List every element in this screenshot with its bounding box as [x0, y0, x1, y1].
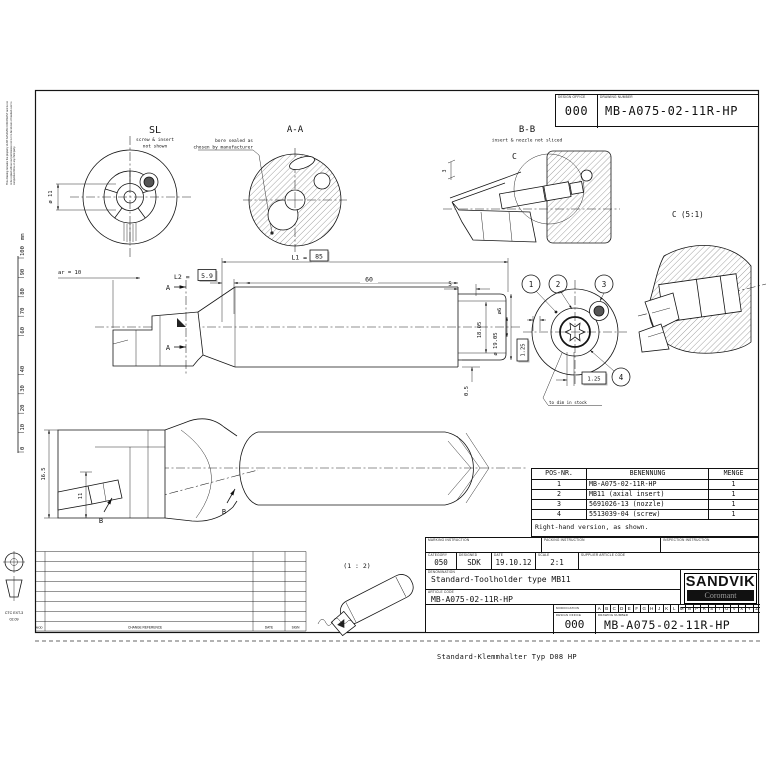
designed-cell — [457, 553, 492, 570]
section-a-label: A — [165, 344, 171, 352]
inspection-instruction-label: INSPECTION INSTRUCTION — [663, 538, 710, 542]
modification-letter: B — [603, 605, 611, 612]
parts-header-qty: MENGE — [723, 469, 744, 477]
modification-label: MODIFICATION — [556, 606, 580, 610]
margin-ruler — [18, 233, 26, 453]
view-c-detail — [638, 210, 766, 353]
date-value: 19.10.12 — [495, 557, 532, 567]
dim-dia1905: ø 19.05 — [493, 332, 499, 356]
view-aa-title: A-A — [286, 125, 304, 135]
marking-instruction-label: MARKING INSTRUCTION — [428, 538, 470, 542]
parts-cell: MB11 (axial insert) — [587, 490, 709, 499]
modification-letter: V — [730, 605, 738, 612]
ruler-label: 100 — [20, 246, 26, 256]
parts-note: Right-hand version, as shown. — [535, 523, 649, 531]
logo-brand-text: SANDVIK — [685, 574, 756, 590]
dim-1805: 18.05 — [477, 321, 483, 339]
designed-value: SDK — [467, 557, 481, 567]
balloon-3: 3 — [601, 279, 607, 289]
change-table-sign-label: SIGN — [291, 625, 300, 630]
ruler-label: 70 — [20, 307, 26, 315]
ruler-label: 80 — [20, 288, 26, 295]
dim-125-horizontal: 1.25 — [587, 376, 601, 383]
design-office-cell-bottom — [554, 613, 596, 634]
drawing-number-value: MB-A075-02-11R-HP — [604, 618, 731, 633]
scale-value: 2:1 — [550, 557, 564, 567]
projection-note: 02.09 — [9, 617, 19, 622]
parts-row — [532, 480, 758, 490]
modification-letter: P — [693, 605, 701, 612]
modification-letter: J — [655, 605, 663, 612]
drawing-number-label: DRAWING NUMBER — [598, 613, 628, 617]
modification-letter: S — [708, 605, 716, 612]
ruler-label: 20 — [20, 404, 26, 412]
article-code-label: ARTICLE CODE — [428, 590, 454, 594]
projection-note: CTC EXT-3 — [4, 611, 24, 615]
dim-5: 5 — [448, 281, 452, 288]
view-sl-title: SL — [148, 125, 162, 136]
iso-scale-label: (1 : 2) — [343, 562, 371, 570]
modification-label-cell — [554, 604, 596, 613]
modification-letter: E — [625, 605, 633, 612]
view-bb-note: insert & nozzle not sliced — [491, 138, 563, 144]
marking-instruction-cell — [426, 538, 542, 553]
modification-letter: R — [700, 605, 708, 612]
ruler-label: 40 — [20, 365, 26, 373]
design-office-cell — [556, 95, 598, 128]
modification-letter: D — [618, 605, 626, 612]
date-label: DATE — [494, 553, 504, 557]
dim-l1-label: L1 = — [291, 253, 307, 262]
inspection-instruction-cell — [661, 538, 760, 553]
parts-row — [532, 500, 758, 510]
ruler-label: 0 — [20, 446, 26, 450]
modification-letter: A — [597, 606, 601, 611]
view-bb — [442, 125, 620, 243]
drawing-number-cell-bottom — [596, 613, 760, 634]
parts-cell: 5691026-13 (nozzle) — [587, 500, 709, 509]
denomination-cell — [426, 570, 681, 590]
view-aa-note: bore sealed as — [215, 139, 253, 144]
modification-letter: U — [723, 605, 731, 612]
supplier-article-code-label: SUPPLIER ARTICLE CODE — [581, 553, 626, 557]
section-b-label: B — [98, 517, 104, 525]
parts-cell: 1 — [731, 490, 736, 498]
modification-letter: Y — [745, 605, 753, 612]
balloon-4: 4 — [618, 372, 624, 382]
design-office-label: DESIGN OFFICE — [556, 613, 582, 617]
view-main — [58, 250, 520, 396]
packing-instruction-label: PACKING INSTRUCTION — [544, 538, 585, 542]
title-block — [425, 537, 759, 633]
section-b-label: B — [221, 508, 227, 516]
change-table-change-label: CHANGE REFERENCE — [128, 625, 163, 630]
parts-cell: 2 — [532, 490, 587, 499]
modification-letter: H — [648, 605, 656, 612]
bb-dim: 3 — [442, 169, 448, 173]
modification-letter: F — [633, 605, 641, 612]
scale-label: SCALE — [538, 553, 550, 557]
balloon-2: 2 — [555, 279, 561, 289]
parts-cell: 1 — [731, 480, 736, 488]
view-sl-note: screw & insert — [136, 138, 174, 143]
change-table-date-label: DATE — [264, 625, 274, 630]
ownership-disclaimer: This drawing remains the property of AB SANDVIK COROMANT and is not to be copied without our permission nor is it to be shown or handed over to competitive firms or any third party. — [6, 100, 17, 185]
ruler-label: 30 — [20, 385, 26, 392]
dim-dia6: ø6 — [497, 307, 503, 315]
parts-cell: 4 — [532, 510, 587, 519]
projection-symbols — [3, 551, 25, 622]
dim-125-vertical: 1.25 — [520, 343, 527, 357]
parts-cell: MB-A075-02-11R-HP — [587, 480, 709, 489]
sheet-caption: Standard-Klemmhalter Typ D08 HP — [437, 653, 577, 661]
modification-letter: K — [663, 605, 671, 612]
view-iso — [318, 562, 419, 637]
ruler-label: 90 — [20, 268, 26, 276]
supplier-article-code-cell — [579, 553, 760, 570]
design-office-value: 000 — [564, 103, 589, 118]
empty-cell — [426, 604, 554, 634]
category-value: 050 — [434, 557, 448, 567]
parts-cell: 1 — [731, 510, 736, 518]
category-label: CATEGORY — [428, 553, 448, 557]
ruler-unit: mm — [20, 233, 26, 240]
ruler-label: 60 — [20, 326, 26, 334]
modification-letter: G — [640, 605, 648, 612]
detail-c-title: C (5:1) — [672, 210, 704, 219]
dim-ar: ar = 10 — [58, 270, 82, 276]
parts-row — [532, 510, 758, 520]
ruler-label: 10 — [20, 423, 26, 431]
modification-letter-row — [596, 604, 760, 613]
view-aa — [193, 125, 347, 252]
change-table — [35, 552, 306, 632]
parts-list — [531, 468, 759, 537]
parts-header-row — [532, 469, 758, 480]
balloon-1: 1 — [528, 279, 534, 289]
stock-note: to dim in stock — [549, 400, 587, 405]
category-cell — [426, 553, 457, 570]
parts-cell: 5513039-04 (screw) — [587, 510, 709, 519]
dim-165: 16.5 — [41, 467, 47, 481]
dim-l1-value: 85 — [315, 252, 323, 261]
sandvik-logo — [684, 573, 757, 604]
modification-letter: M — [678, 605, 686, 612]
dim-l2-value: 5.9 — [201, 272, 213, 280]
design-office-value: 000 — [564, 618, 585, 632]
logo-sub-text: Coromant — [687, 590, 754, 601]
design-office-label: DESIGN OFFICE — [558, 95, 586, 99]
drawing-number-block-top — [555, 94, 759, 127]
parts-cell: 3 — [532, 500, 587, 509]
parts-row — [532, 490, 758, 500]
dim-11: 11 — [78, 492, 84, 500]
view-sl-note: not shown — [142, 144, 168, 150]
modification-letter: C — [610, 605, 618, 612]
detail-c-label: C — [512, 152, 517, 161]
drawing-number-cell — [598, 95, 759, 128]
parts-header-pos: POS-NR. — [532, 469, 587, 479]
scale-cell — [536, 553, 579, 570]
drawing-number-value: MB-A075-02-11R-HP — [605, 103, 739, 118]
sl-diameter-dim: ø 11 — [48, 190, 54, 204]
modification-letter: T — [715, 605, 723, 612]
view-sl — [48, 125, 192, 258]
view-aa-note: chosen by manufacturer — [193, 145, 253, 151]
packing-instruction-cell — [542, 538, 661, 553]
article-code-cell — [426, 590, 681, 604]
modification-letter: X — [738, 605, 746, 612]
denomination-label: DENOMINATION — [428, 570, 455, 574]
drawing-number-label: DRAWING NUMBER — [600, 95, 633, 99]
view-lower — [41, 419, 528, 525]
designed-label: DESIGNED — [459, 553, 478, 557]
view-bb-title: B-B — [518, 125, 536, 135]
parts-cell: 1 — [532, 480, 587, 489]
parts-cell: 1 — [731, 500, 736, 508]
section-a-label: A — [165, 284, 171, 292]
dim-60: 60 — [365, 275, 373, 284]
parts-header-name: BENENNUNG — [587, 469, 709, 479]
dim-05: 0.5 — [464, 386, 470, 396]
view-end — [517, 275, 630, 406]
article-code-value: MB-A075-02-11R-HP — [431, 594, 513, 604]
change-table-mod-label: MOD — [36, 625, 43, 630]
denomination-value: Standard-Toolholder type MB11 — [431, 574, 571, 584]
date-cell — [492, 553, 536, 570]
modification-letter: N — [685, 605, 693, 612]
dim-l2-label: L2 = — [174, 273, 190, 281]
modification-letter: L — [670, 605, 678, 612]
modification-letter: Z — [753, 605, 761, 612]
logo-cell — [681, 570, 760, 608]
